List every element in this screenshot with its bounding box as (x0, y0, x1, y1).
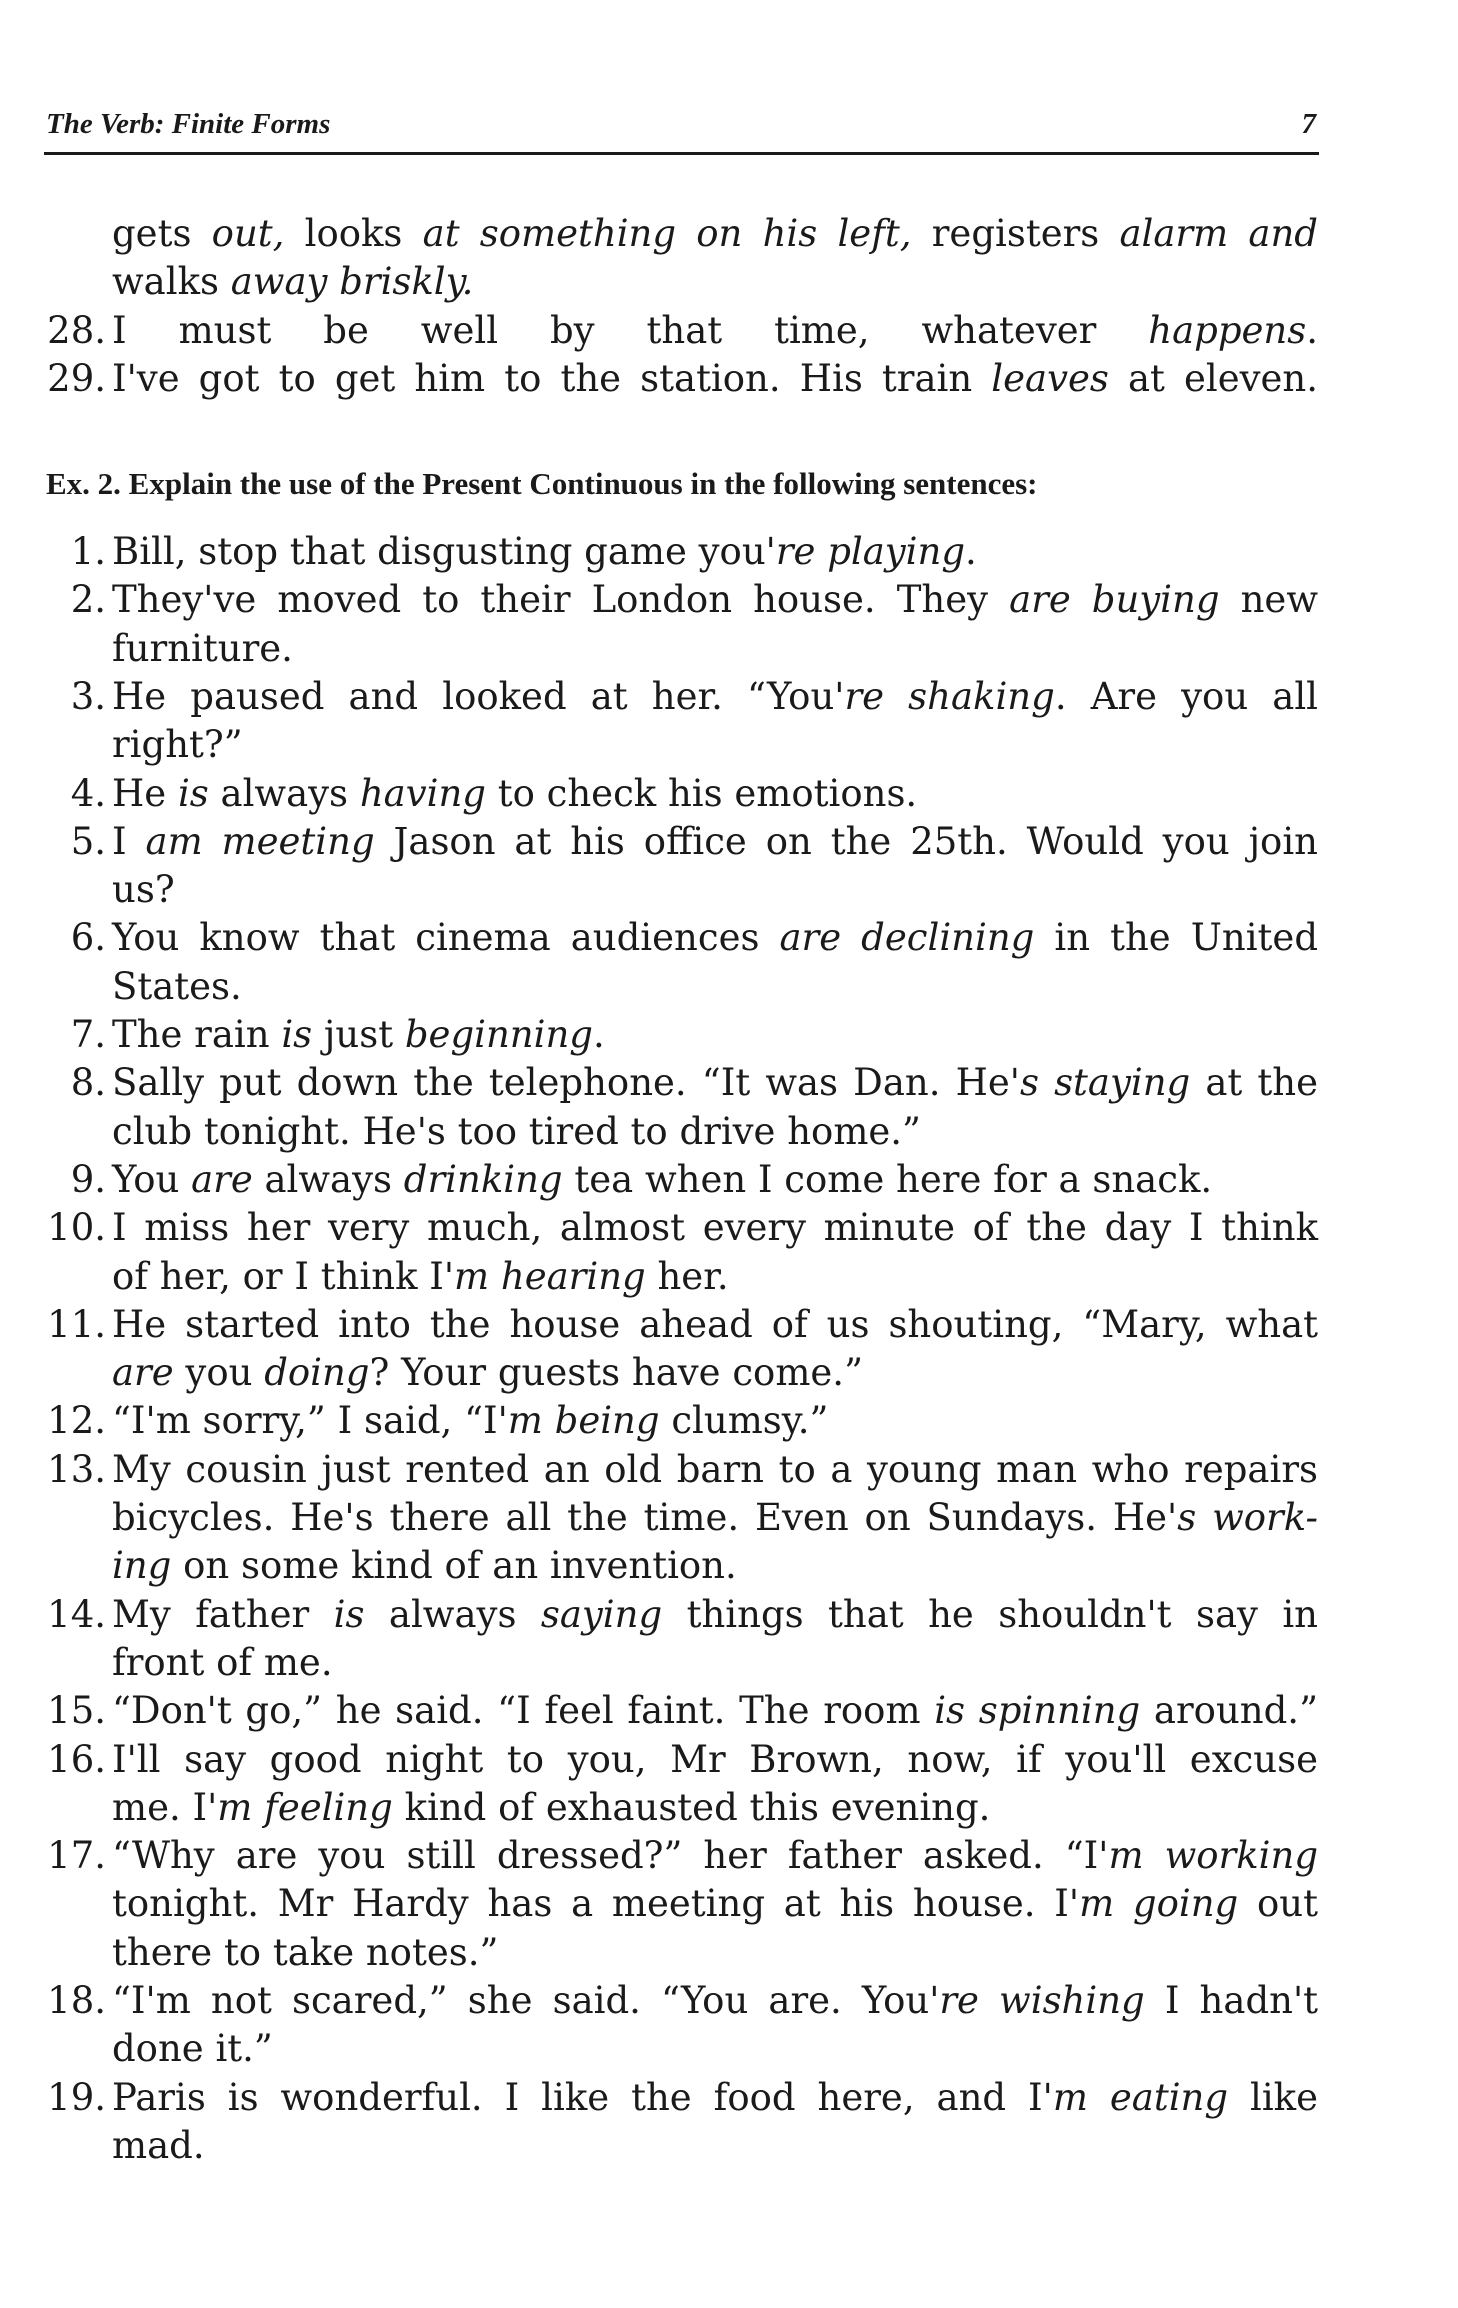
item-number: 17. (47, 1834, 106, 1878)
item-number: 28. (47, 308, 106, 352)
italic-verb: m going (1079, 1882, 1239, 1926)
item-number: 7. (70, 1013, 106, 1056)
item-number: 5. (70, 819, 106, 863)
exercise-sentence-line: I miss her very much, almost every minute of the day I think (112, 1206, 1318, 1250)
italic-verb: away briskly. (218, 260, 474, 304)
exercise-sentence-line: They've moved to their London house. They are buying new (112, 578, 1318, 622)
italic-verb: ing (112, 1544, 172, 1588)
italic-verb: is (177, 771, 209, 815)
exercise-sentence-line: My cousin just rented an old barn to a young man who repairs (112, 1447, 1318, 1491)
continuation-line: gets out, looks at something on his left, registers alarm and (112, 212, 1318, 255)
italic-verb: m being (507, 1399, 660, 1443)
italic-verb: m feeling (217, 1785, 393, 1829)
exercise-sentence-line: mad. (112, 2123, 205, 2167)
item-number: 10. (47, 1206, 106, 1250)
italic-verb: is spinning (934, 1689, 1141, 1733)
item-number: 29. (47, 356, 106, 400)
exercise-sentence-line: He started into the house ahead of us shouting, “Mary, what (112, 1302, 1318, 1346)
item-number: 3. (70, 674, 106, 718)
italic-verb: doing (264, 1351, 370, 1395)
prev-exercise-item: I must be well by that time, whatever happens. (112, 308, 1318, 352)
item-number: 13. (47, 1447, 106, 1491)
prev-exercise-item: I've got to get him to the station. His train leaves at eleven. (112, 356, 1318, 400)
exercise-sentence-line: “Don't go,” he said. “I feel faint. The room is spinning around.” (112, 1689, 1318, 1733)
italic-verb: beginning (404, 1013, 593, 1056)
exercise-sentence-line: Paris is wonderful. I like the food here, and I'm eating like (112, 2075, 1318, 2119)
exercise-heading: Ex. 2. Explain the use of the Present Continuous in the following sentences: (46, 466, 1038, 501)
exercise-sentence-line: ing on some kind of an invention. (112, 1544, 737, 1588)
item-number: 18. (47, 1979, 106, 2022)
italic-verb: re playing (775, 530, 966, 573)
item-number: 4. (70, 771, 106, 815)
item-number: 9. (70, 1157, 106, 1201)
italic-verb: alarm and (1099, 212, 1318, 255)
italic-verb: happens (1148, 308, 1307, 352)
item-number: 19. (47, 2075, 106, 2119)
italic-verb: m working (1108, 1834, 1318, 1878)
exercise-sentence-line: “I'm sorry,” I said, “I'm being clumsy.” (112, 1399, 829, 1443)
italic-verb: is (333, 1592, 365, 1636)
italic-verb: s staying (1019, 1061, 1191, 1105)
item-number: 11. (47, 1302, 106, 1346)
italic-verb: are buying (1009, 578, 1220, 622)
italic-verb: are (191, 1157, 253, 1201)
exercise-sentence-line: My father is always saying things that he shouldn't say in (112, 1592, 1318, 1636)
exercise-sentence-line: I'll say good night to you, Mr Brown, now, if you'll excuse (112, 1737, 1318, 1781)
exercise-sentence-line: are you doing? Your guests have come.” (112, 1351, 863, 1395)
item-number: 6. (70, 916, 106, 960)
italic-verb: m hearing (454, 1254, 646, 1298)
running-title: The Verb: Finite Forms (46, 108, 331, 140)
exercise-sentence-line: I am meeting Jason at his office on the 25th. Would you join (112, 819, 1318, 863)
exercise-sentence-line: “Why are you still dressed?” her father asked. “I'm working (112, 1834, 1318, 1878)
page-number: 7 (1301, 108, 1316, 140)
item-number: 16. (47, 1737, 106, 1781)
italic-verb: drinking (403, 1157, 563, 1201)
italic-verb: s work- (1177, 1496, 1318, 1539)
exercise-sentence-line: Sally put down the telephone. “It was Dan. He's staying at the (112, 1061, 1319, 1105)
exercise-sentence-line: bicycles. He's there all the time. Even on Sundays. He's work- (112, 1496, 1318, 1539)
exercise-sentence-line: He paused and looked at her. “You're shaking. Are you all (112, 674, 1318, 718)
exercise-sentence-line: Bill, stop that disgusting game you're playing. (112, 530, 977, 573)
exercise-sentence-line: The rain is just beginning. (112, 1013, 605, 1056)
exercise-sentence-line: States. (112, 964, 242, 1008)
exercise-sentence-line: You know that cinema audiences are declining in the United (112, 916, 1319, 960)
exercise-sentence-line: club tonight. He's too tired to drive home.” (112, 1109, 921, 1153)
exercise-sentence-line: done it.” (112, 2027, 273, 2071)
item-number: 14. (47, 1592, 106, 1636)
item-number: 1. (70, 530, 106, 573)
item-number: 8. (70, 1061, 106, 1105)
exercise-sentence-line: me. I'm feeling kind of exhausted this evening. (112, 1785, 991, 1829)
italic-verb: are declining (779, 916, 1035, 960)
exercise-sentence-line: us? (112, 868, 175, 912)
exercise-sentence-line: He is always having to check his emotions. (112, 771, 918, 815)
item-number: 15. (47, 1689, 106, 1733)
italic-verb: are (112, 1351, 174, 1395)
exercise-sentence-line: right?” (112, 723, 243, 767)
exercise-sentence-line: tonight. Mr Hardy has a meeting at his house. I'm going out (112, 1882, 1318, 1926)
italic-verb: m eating (1052, 2075, 1229, 2119)
italic-verb: out, (191, 212, 305, 255)
exercise-sentence-line: there to take notes.” (112, 1930, 499, 1974)
exercise-sentence-line: You are always drinking tea when I come here for a snack. (112, 1157, 1213, 1201)
exercise-sentence-line: furniture. (112, 626, 293, 670)
italic-verb: at something on his left, (402, 212, 932, 255)
exercise-sentence-line: of her, or I think I'm hearing her. (112, 1254, 729, 1298)
item-number: 2. (70, 578, 106, 622)
italic-verb: saying (540, 1592, 663, 1636)
item-number: 12. (47, 1399, 106, 1443)
italic-verb: am meeting (145, 819, 375, 863)
italic-verb: is (281, 1013, 313, 1056)
continuation-line: walks away briskly. (112, 260, 474, 304)
italic-verb: re shaking (844, 674, 1055, 718)
exercise-sentence-line: front of me. (112, 1640, 333, 1684)
italic-verb: re wishing (939, 1979, 1145, 2022)
italic-verb: leaves (991, 356, 1109, 400)
italic-verb: having (359, 771, 486, 815)
exercise-sentence-line: “I'm not scared,” she said. “You are. You're wishing I hadn't (112, 1979, 1318, 2022)
